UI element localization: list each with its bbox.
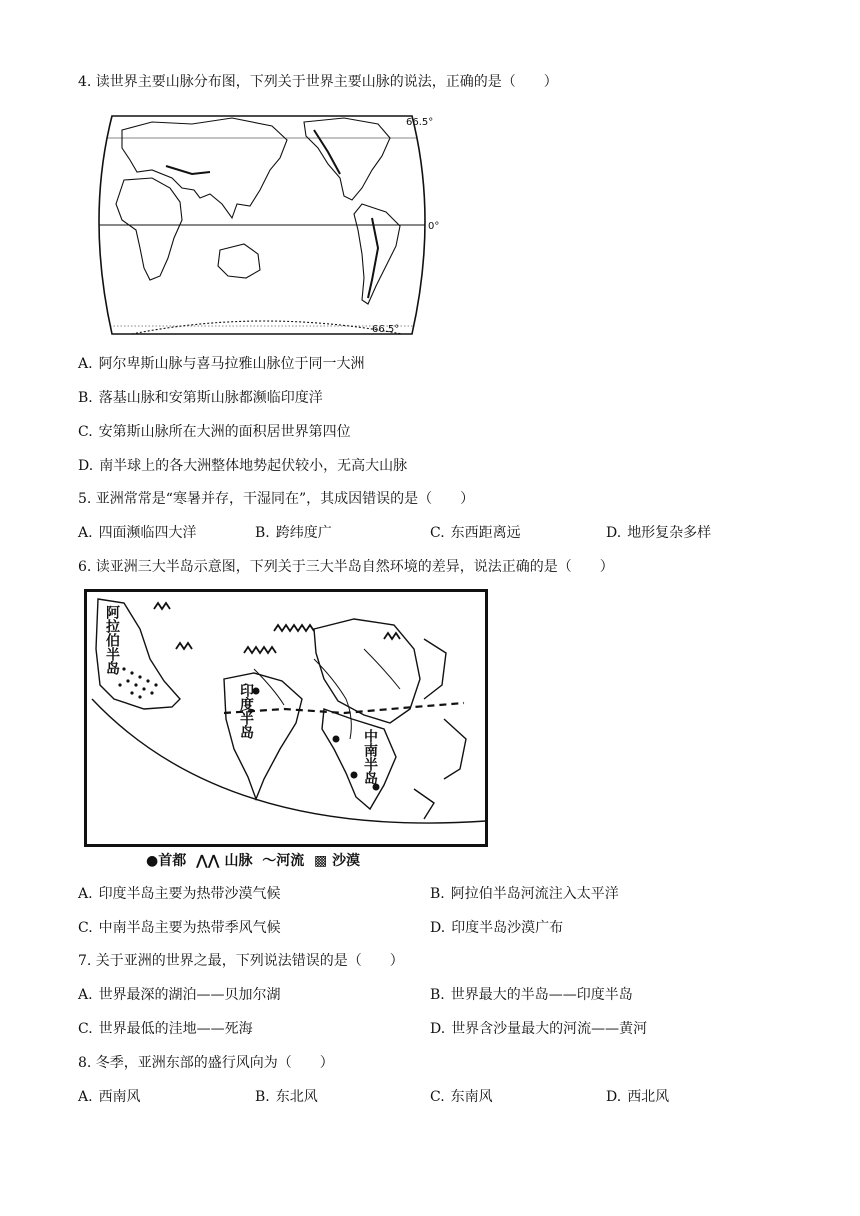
q7-option-a[interactable]: A. 世界最深的湖泊——贝加尔湖 <box>78 987 281 1003</box>
q5-option-c[interactable]: C. 东西距离远 <box>430 525 521 541</box>
world-mountains-map <box>82 108 444 342</box>
eurasia-outline <box>122 118 287 218</box>
legend-capital: 首都 <box>158 853 187 869</box>
antarctica-outline <box>132 321 402 334</box>
label-arabia: 阿拉伯半岛 <box>104 605 120 675</box>
legend-desert: 沙漠 <box>332 853 361 869</box>
q8-option-c[interactable]: C. 东南风 <box>430 1089 493 1105</box>
question-5-stem: 5. 亚洲常常是“寒暑并存，干湿同在”，其成因错误的是（ ） <box>78 491 475 507</box>
q4-option-d[interactable]: D. 南半球上的各大洲整体地势起伏较小，无高大山脉 <box>78 458 408 474</box>
q6-option-c[interactable]: C. 中南半岛主要为热带季风气候 <box>78 920 281 936</box>
q8-option-b[interactable]: B. 东北风 <box>255 1089 318 1105</box>
asia-peninsulas-map <box>84 589 488 847</box>
q8-option-d[interactable]: D. 西北风 <box>606 1089 670 1105</box>
desert-legend-icon: ▩ <box>313 853 328 869</box>
legend-mountain: 山脉 <box>224 853 253 869</box>
question-6-stem: 6. 读亚洲三大半岛示意图，下列关于三大半岛自然环境的差异，说法正确的是（ ） <box>78 559 614 575</box>
q7-option-c[interactable]: C. 世界最低的洼地——死海 <box>78 1021 253 1037</box>
asia-map-legend <box>146 850 360 870</box>
q7-option-d[interactable]: D. 世界含沙量最大的河流——黄河 <box>430 1021 648 1037</box>
q6-option-a[interactable]: A. 印度半岛主要为热带沙漠气候 <box>78 886 281 902</box>
q6-option-b[interactable]: B. 阿拉伯半岛河流注入太平洋 <box>430 886 619 902</box>
q4-option-c[interactable]: C. 安第斯山脉所在大洲的面积居世界第四位 <box>78 424 351 440</box>
q4-option-a[interactable]: A. 阿尔卑斯山脉与喜马拉雅山脉位于同一大洲 <box>78 356 365 372</box>
q7-option-b[interactable]: B. 世界最大的半岛——印度半岛 <box>430 987 633 1003</box>
legend-river: 河流 <box>276 853 305 869</box>
q6-option-d[interactable]: D. 印度半岛沙漠广布 <box>430 920 564 936</box>
latitude-north-label: 66.5° <box>406 117 434 128</box>
africa-outline <box>116 178 182 280</box>
question-8-stem: 8. 冬季，亚洲东部的盛行风向为（ ） <box>78 1055 334 1071</box>
equator-label: 0° <box>428 221 440 232</box>
q8-option-a[interactable]: A. 西南风 <box>78 1089 141 1105</box>
capital-legend-icon: ● <box>146 853 159 869</box>
australia-outline <box>218 244 260 278</box>
question-4-stem: 4. 读世界主要山脉分布图，下列关于世界主要山脉的说法，正确的是（ ） <box>78 74 558 90</box>
q4-option-b[interactable]: B. 落基山脉和安第斯山脉都濒临印度洋 <box>78 390 323 406</box>
q5-option-b[interactable]: B. 跨纬度广 <box>255 525 332 541</box>
question-7-stem: 7. 关于亚洲的世界之最，下列说法错误的是（ ） <box>78 953 404 969</box>
latitude-south-label: 66.5° <box>372 324 400 335</box>
label-indochina: 中南半岛 <box>362 729 378 785</box>
mountain-legend-icon: ⋀⋀ <box>195 853 220 869</box>
river-legend-icon: 〜 <box>262 853 277 869</box>
q5-option-a[interactable]: A. 四面濒临四大洋 <box>78 525 197 541</box>
north-america-outline <box>304 118 390 200</box>
q5-option-d[interactable]: D. 地形复杂多样 <box>606 525 712 541</box>
label-india: 印度半岛 <box>238 683 254 739</box>
